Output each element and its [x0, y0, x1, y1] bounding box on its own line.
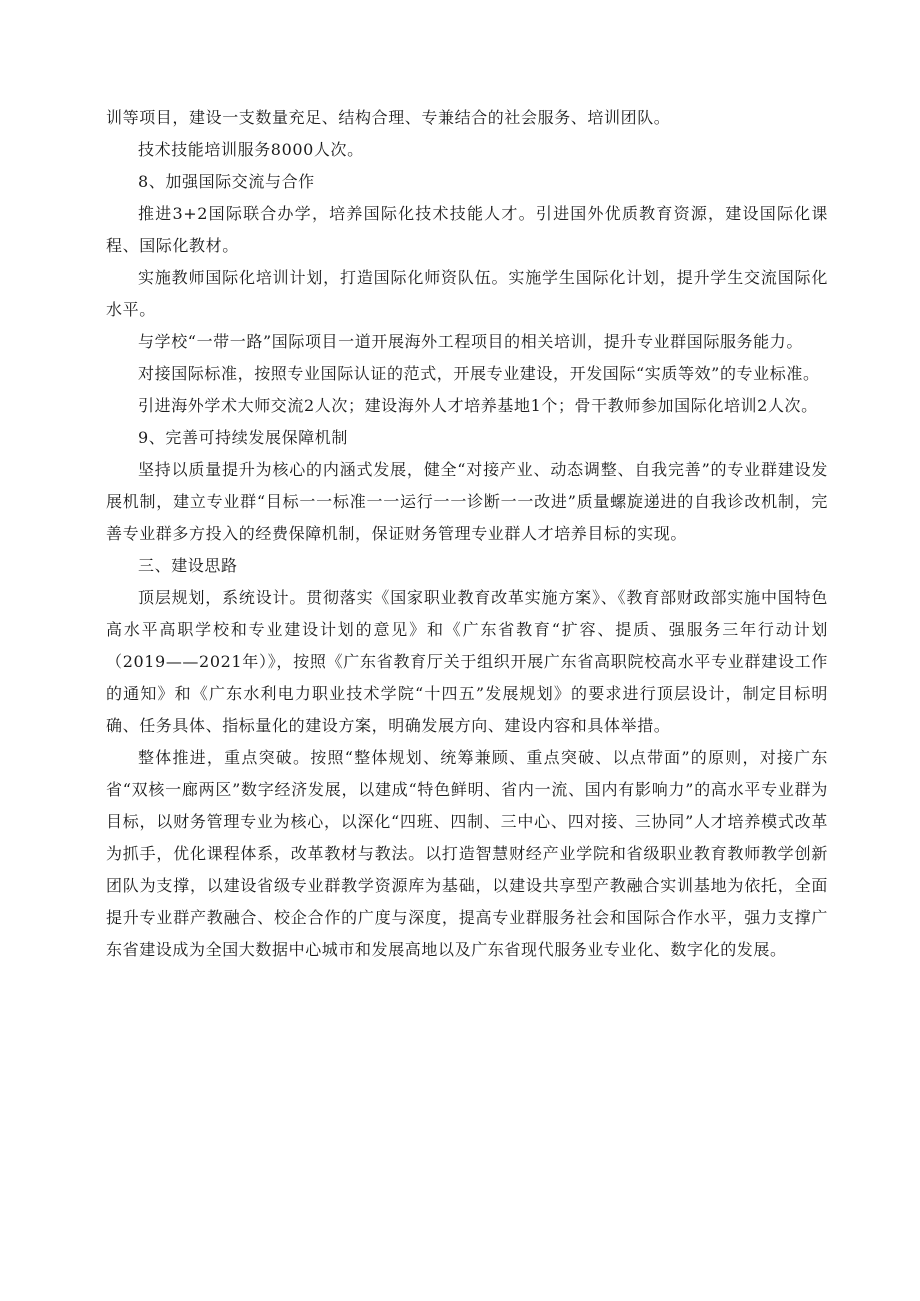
paragraph: 顶层规划，系统设计。贯彻落实《国家职业教育改革实施方案》、《教育部财政部实施中国特色高水平高职学校和专业建设计划的意见》和《广东省教育“扩容、提质、强服务三年行动计划（2019——2021年）》，按照《广东省教育厅关于组织开展广东省高职院校高水平专业群建设工作的通知》和《广东水利电力职业技术学院“十四五”发展规划》的要求进行顶层设计，制定目标明确、任务具体、指标量化的建设方案，明确发展方向、建设内容和具体举措。 [106, 588, 828, 735]
paragraph: 对接国际标准，按照专业国际认证的范式，开展专业建设，开发国际“实质等效”的专业标准。 [138, 364, 820, 383]
paragraph: 推进3+2国际联合办学，培养国际化技术技能人才。引进国外优质教育资源，建设国际化课程、国际化教材。 [106, 204, 828, 255]
paragraph: 训等项目，建设一支数量充足、结构合理、专兼结合的社会服务、培训团队。 [106, 108, 671, 127]
section-heading: 9、完善可持续发展保障机制 [138, 428, 348, 447]
section-heading: 三、建设思路 [138, 556, 238, 575]
section-heading: 8、加强国际交流与合作 [138, 172, 315, 191]
paragraph: 整体推进，重点突破。按照“整体规划、统筹兼顾、重点突破、以点带面”的原则，对接广东省“双核一廊两区”数字经济发展，以建成“特色鲜明、省内一流、国内有影响力”的高水平专业群为目标，以财务管理专业为核心，以深化“四班、四制、三中心、四对接、三协同”人才培养模式改革为抓手，优化课程体系，改革教材与教法。以打造智慧财经产业学院和省级职业教育教师教学创新团队为支撑，以建设省级专业群教学资源库为基础，以建设共享型产教融合实训基地为依托，全面提升专业群产教融合、校企合作的广度与深度，提高专业群服务社会和国际合作水平，强力支撑广东省建设成为全国大数据中心城市和发展高地以及广东省现代服务业专业化、数字化的发展。 [106, 748, 828, 959]
paragraph: 与学校“一带一路”国际项目一道开展海外工程项目的相关培训，提升专业群国际服务能力。 [138, 332, 803, 351]
document-page [106, 102, 828, 966]
paragraph: 实施教师国际化培训计划，打造国际化师资队伍。实施学生国际化计划，提升学生交流国际化水平。 [106, 268, 828, 319]
paragraph: 引进海外学术大师交流2人次；建设海外人才培养基地1个；骨干教师参加国际化培训2人次。 [138, 396, 818, 415]
paragraph: 坚持以质量提升为核心的内涵式发展，健全“对接产业、动态调整、自我完善”的专业群建设发展机制，建立专业群“目标一一标准一一运行一一诊断一一改进”质量螺旋递进的自我诊改机制，完善专业群多方投入的经费保障机制，保证财务管理专业群人才培养目标的实现。 [106, 460, 828, 543]
paragraph: 技术技能培训服务8000人次。 [138, 140, 364, 159]
